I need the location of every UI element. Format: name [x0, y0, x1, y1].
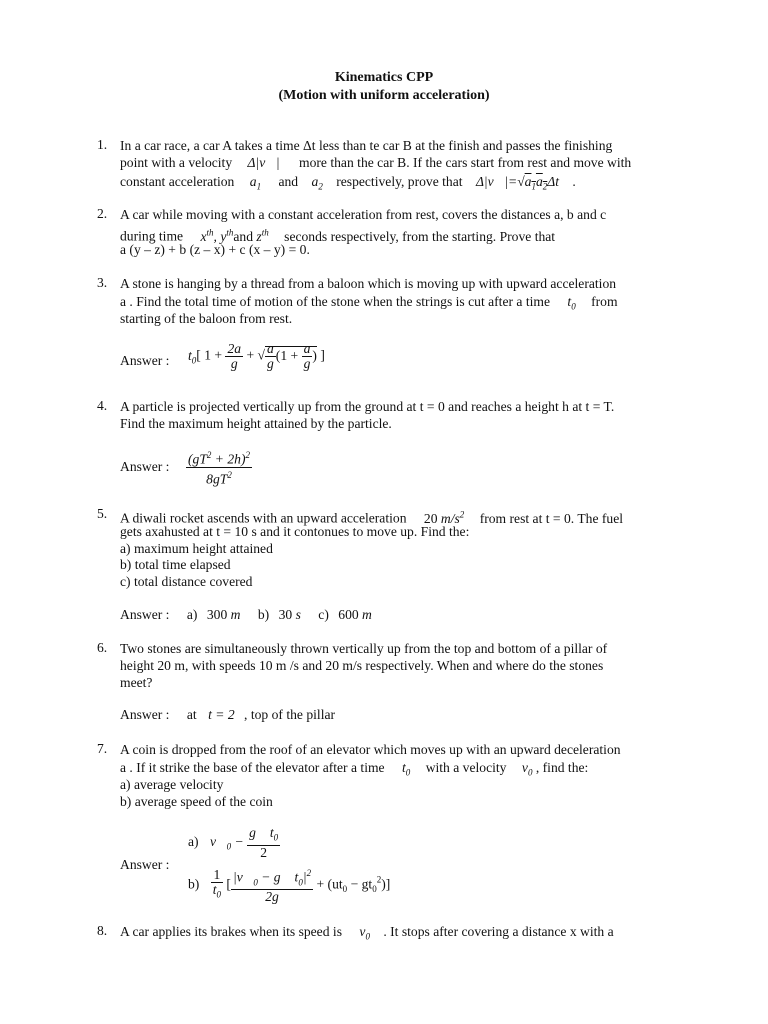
question-number: 3.	[97, 275, 108, 290]
question-text-segment: seconds respectively, from the starting. Prove that	[284, 228, 556, 244]
question-number: 6.	[97, 640, 108, 655]
question-text: In a car race, a car A takes a time Δt less than te car B at the finish and passes the finishing	[120, 138, 613, 153]
answer-part-label: c)	[318, 607, 329, 622]
unit: m	[227, 607, 241, 622]
question-text: a (y – z) + b (z – x) + c (x – y) = 0.	[120, 242, 310, 257]
question-text: A particle is projected vertically up from the ground at t = 0 and reaches a height h at t = T.	[120, 399, 615, 414]
answer-text: at	[186, 707, 197, 722]
question-text: A coin is dropped from the roof of an elevator which moves up with an upward deceleration	[120, 742, 621, 757]
question-text-segment: more than the car B. If the cars start from rest and move with	[299, 155, 632, 170]
question-text-segment: A diwali rocket ascends with an upward acceleration	[120, 510, 407, 526]
question-number: 8.	[97, 923, 108, 938]
answer-equation: $\frac{(gT^2 + 2h)^2}{8gT^2}$	[188, 450, 250, 487]
question-text: Find the maximum height attained by the particle.	[120, 416, 392, 431]
question-text	[120, 154, 631, 171]
equation: Δ|v⃗|	[247, 155, 280, 170]
question-number: 5.	[97, 506, 108, 521]
equation: $a_2$	[311, 174, 323, 192]
question-text-segment: and	[278, 174, 299, 189]
question-text-segment: from	[591, 294, 618, 309]
equation: t = 2	[208, 707, 235, 722]
answer-part-label: a)	[186, 607, 198, 622]
answer-label: Answer :	[120, 353, 170, 368]
question-text: b) average speed of the coin	[120, 794, 273, 809]
question-text	[120, 173, 576, 196]
question-number: 1.	[97, 137, 108, 152]
answer-label: Answer :	[120, 857, 170, 872]
equation: 20 $m/s^2$	[423, 509, 465, 526]
answer-equation: b) $\frac{1}{t_0}$ [ $\frac{|v⃗_0 - g⃗ t_0|^2}{2g}$ + $(ut_0 - gt_0^2)$]	[188, 867, 391, 905]
question-text: A stone is hanging by a thread from a baloon which is moving up with upward acceleration	[120, 276, 617, 291]
equation: $v_0$	[359, 924, 370, 942]
equation: $t_0$	[567, 294, 576, 312]
question-text: b) total time elapsed	[120, 557, 231, 572]
question-text: height 20 m, with speeds 10 m /s and 20 m/s respectively. When and where do the stones	[120, 658, 604, 673]
question-number: 7.	[97, 741, 108, 756]
question-text: starting of the baloon from rest.	[120, 311, 293, 326]
answer-value: 30	[278, 607, 293, 622]
question-text: a) maximum height attained	[120, 541, 273, 556]
question-text: meet?	[120, 675, 153, 690]
equation: $a_1$	[249, 174, 262, 192]
unit: m	[358, 607, 372, 622]
question-text-segment: constant acceleration	[120, 174, 235, 189]
answer-label: Answer :	[120, 707, 170, 722]
equation: $v_0$	[521, 760, 533, 778]
page-title: Kinematics CPP	[334, 70, 434, 85]
question-text: Two stones are simultaneously thrown vertically up from the top and bottom of a pillar of	[120, 641, 608, 656]
question-text-segment: . It stops after covering a distance x with a	[383, 924, 614, 939]
question-text: gets axahusted at t = 10 s and it contonues to move up. Find the:	[120, 524, 470, 539]
answer-row	[120, 607, 372, 623]
equation: $t_0$	[402, 760, 411, 778]
question-text-segment: with a velocity	[425, 760, 507, 775]
question-text-segment: during time	[120, 228, 184, 244]
question-text-segment: A car applies its brakes when its speed is	[120, 924, 342, 939]
answer-part-label: b)	[257, 607, 270, 622]
equation: $x^{th}$, $y^{th}and$ $z^{th}$	[200, 227, 269, 244]
question-text-segment: from rest at t = 0. The fuel	[479, 510, 624, 526]
equation: $\Delta|v⃗|=√a_1a_2\Delta t$	[475, 174, 560, 192]
question-text-segment: .	[572, 174, 576, 189]
answer-value: 300	[206, 607, 228, 622]
unit: s	[292, 607, 301, 622]
answer-label: Answer :	[120, 607, 170, 622]
answer-value: 600	[338, 607, 359, 622]
question-number: 4.	[97, 398, 108, 413]
page-subtitle: (Motion with uniform acceleration)	[278, 88, 490, 103]
question-text-segment: point with a velocity	[120, 155, 233, 170]
answer-text: , top of the pillar	[244, 707, 336, 722]
question-text: c) total distance covered	[120, 574, 253, 589]
answer-equation: $t_0$[ 1 + $\frac{2a}{g}$ + √ $\frac{a}{g}$ (1 + $\frac{a}{g}$ ) ]	[188, 341, 325, 371]
answer-label: Answer :	[120, 459, 170, 474]
answer-row	[120, 707, 335, 723]
question-text: A car while moving with a constant acceleration from rest, covers the distances a, b and c	[120, 207, 607, 222]
question-text-segment: , find the:	[535, 760, 589, 775]
question-text-segment: a . If it strike the base of the elevator after a time	[120, 760, 385, 775]
answer-part-label: b)	[188, 876, 200, 892]
question-text: a) average velocity	[120, 777, 224, 792]
question-number: 2.	[97, 206, 108, 221]
question-text	[120, 923, 614, 946]
question-text-segment: a . Find the total time of motion of the stone when the strings is cut after a time	[120, 294, 551, 309]
answer-part-label: a)	[188, 833, 199, 849]
answer-equation: a) $v⃗_0$ − $\frac{g⃗ t_0}{2}$	[188, 825, 279, 860]
question-text-segment: respectively, prove that	[336, 174, 463, 189]
